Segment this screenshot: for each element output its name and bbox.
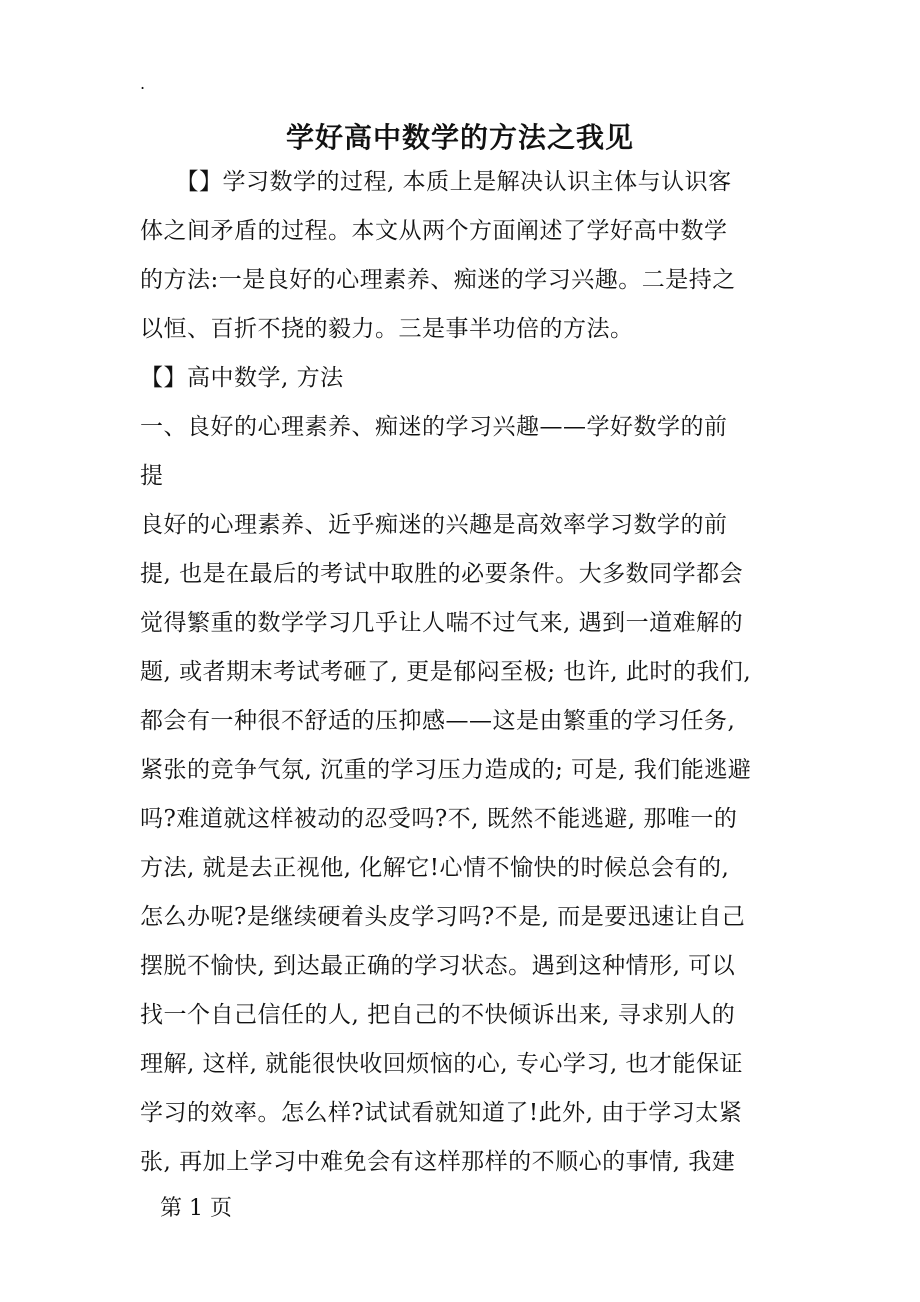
section-heading-line: 一、良好的心理素养、痴迷的学习兴趣——学好数学的前 xyxy=(140,414,728,440)
page-number: 第 1 页 xyxy=(160,1196,232,1221)
body-line: 怎么办呢?是继续硬着头皮学习吗?不是, 而是要迅速让自己 xyxy=(140,904,746,930)
body-line: 吗?难道就这样被动的忍受吗?不, 既然不能逃避, 那唯一的 xyxy=(140,806,738,832)
body-line: 学习的效率。怎么样?试试看就知道了!此外, 由于学习太紧 xyxy=(140,1100,743,1126)
header-marker: . xyxy=(140,74,146,93)
keywords-line: 【】高中数学, 方法 xyxy=(140,365,344,391)
body-line: 找一个自己信任的人, 把自己的不快倾诉出来, 寻求别人的 xyxy=(140,1002,736,1028)
body-line: 提, 也是在最后的考试中取胜的必要条件。大多数同学都会 xyxy=(140,561,744,587)
body-line: 都会有一种很不舒适的压抑感——这是由繁重的学习任务, xyxy=(140,708,736,734)
document-title: 学好高中数学的方法之我见 xyxy=(285,121,634,154)
body-line: 觉得繁重的数学学习几乎让人喘不过气来, 遇到一道难解的 xyxy=(140,610,744,636)
body-line: 紧张的竞争气氛, 沉重的学习压力造成的; 可是, 我们能逃避 xyxy=(140,757,752,783)
abstract-line: 以恒、百折不挠的毅力。三是事半功倍的方法。 xyxy=(140,316,634,342)
abstract-line: 的方法:一是良好的心理素养、痴迷的学习兴趣。二是持之 xyxy=(140,267,736,293)
section-heading-line: 提 xyxy=(140,463,164,489)
body-line: 摆脱不愉快, 到达最正确的学习状态。遇到这种情形, 可以 xyxy=(140,953,736,979)
abstract-line: 【】学习数学的过程, 本质上是解决认识主体与认识客 xyxy=(140,169,732,195)
abstract-line: 体之间矛盾的过程。本文从两个方面阐述了学好高中数学 xyxy=(140,218,728,244)
body-line: 题, 或者期末考试考砸了, 更是郁闷至极; 也许, 此时的我们, xyxy=(140,659,752,685)
body-line: 理解, 这样, 就能很快收回烦恼的心, 专心学习, 也才能保证 xyxy=(140,1051,743,1077)
body-line: 方法, 就是去正视他, 化解它!心情不愉快的时候总会有的, xyxy=(140,855,730,881)
body-line: 良好的心理素养、近乎痴迷的兴趣是高效率学习数学的前 xyxy=(140,512,728,538)
body-line: 张, 再加上学习中难免会有这样那样的不顺心的事情, 我建 xyxy=(140,1149,736,1175)
